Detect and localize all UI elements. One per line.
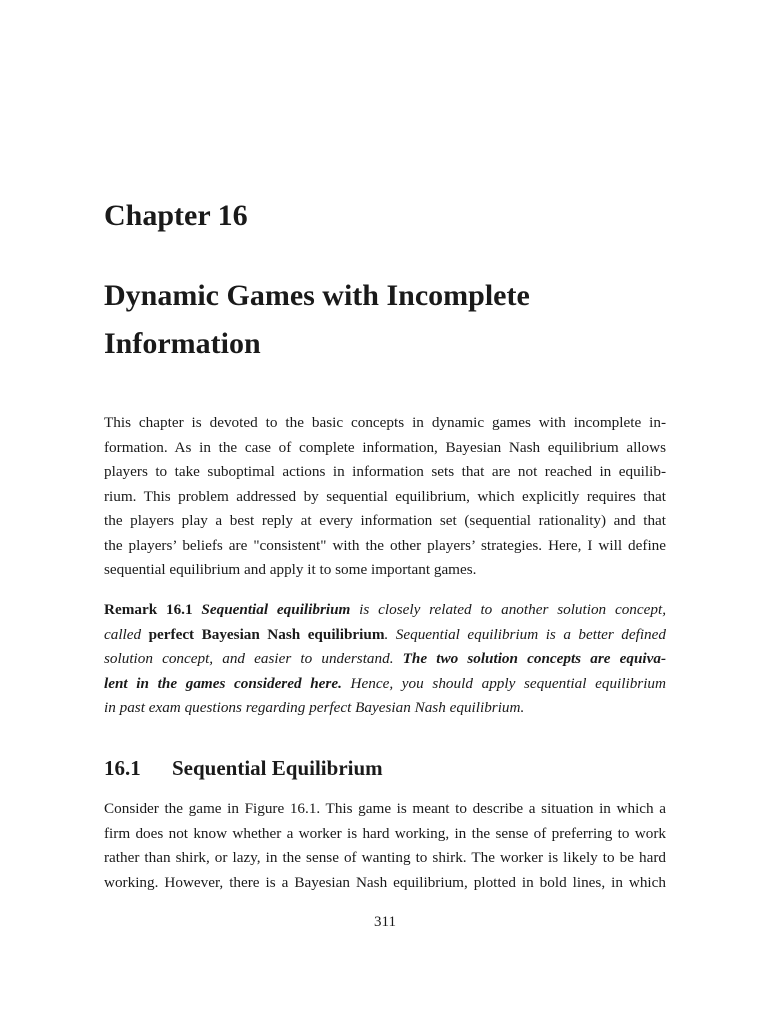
remark-text: solution concept, and easier to understand. [104,650,403,667]
text-line: firm does not know whether a worker is hard working, in the sense of preferring to work [104,824,666,842]
section-title: Sequential Equilibrium [172,756,383,780]
remark-text: Hence, you should apply sequential equilibrium [341,674,666,692]
text-line: players to take suboptimal actions in information sets that are not reached in equilib- [104,463,666,480]
chapter-title [104,272,666,368]
remark-block [104,598,666,721]
text-line: the players’ beliefs are "consistent" with the other players’ strategies. Here, I will define [104,536,666,554]
remark-line [104,598,666,623]
body-paragraph [104,797,666,895]
text-line: rium. This problem addressed by sequential equilibrium, which explicitly requires that [104,487,666,505]
chapter-title-line: Information [104,327,261,360]
remark-emphasis: The two solution concepts are equiva- [402,650,666,667]
remark-label: Remark 16.1 [104,601,193,618]
chapter-title-line: Dynamic Games with Incomplete [104,279,530,312]
remark-line [104,647,666,672]
remark-text: in past exam questions regarding perfect Bayesian Nash equilibrium. [104,699,525,716]
remark-text: . Sequential equilibrium is a better defined [384,625,666,643]
remark-text: called [104,625,149,643]
page-number: 311 [374,914,396,930]
remark-term: perfect Bayesian Nash equilibrium [148,625,385,643]
text-line: Consider the game in Figure 16.1. This game is meant to describe a situation in which a [104,800,666,817]
remark-line [104,672,666,697]
text-line: rather than shirk, or lazy, in the sense of wanting to shirk. The worker is likely to be hard [104,849,666,866]
remark-line [104,696,666,721]
text-line: This chapter is devoted to the basic concepts in dynamic games with incomplete in- [104,414,666,431]
text-line: sequential equilibrium and apply it to some important games. [104,561,477,578]
chapter-label: Chapter 16 [104,199,248,232]
text-line: formation. As in the case of complete information, Bayesian Nash equilibrium allows [104,438,666,456]
remark-line [104,623,666,648]
section-heading [104,753,383,783]
remark-text: is closely related to another solution concept, [350,601,666,618]
section-number: 16.1 [104,756,141,780]
text-line: working. However, there is a Bayesian Nash equilibrium, plotted in bold lines, in which [104,873,666,891]
text-line: the players play a best reply at every information set (sequential rationality) and that [104,512,666,529]
intro-paragraph [104,411,666,583]
remark-term: Sequential equilibrium [201,601,351,618]
remark-emphasis: lent in the games considered here. [104,674,342,692]
book-page [104,0,666,1024]
